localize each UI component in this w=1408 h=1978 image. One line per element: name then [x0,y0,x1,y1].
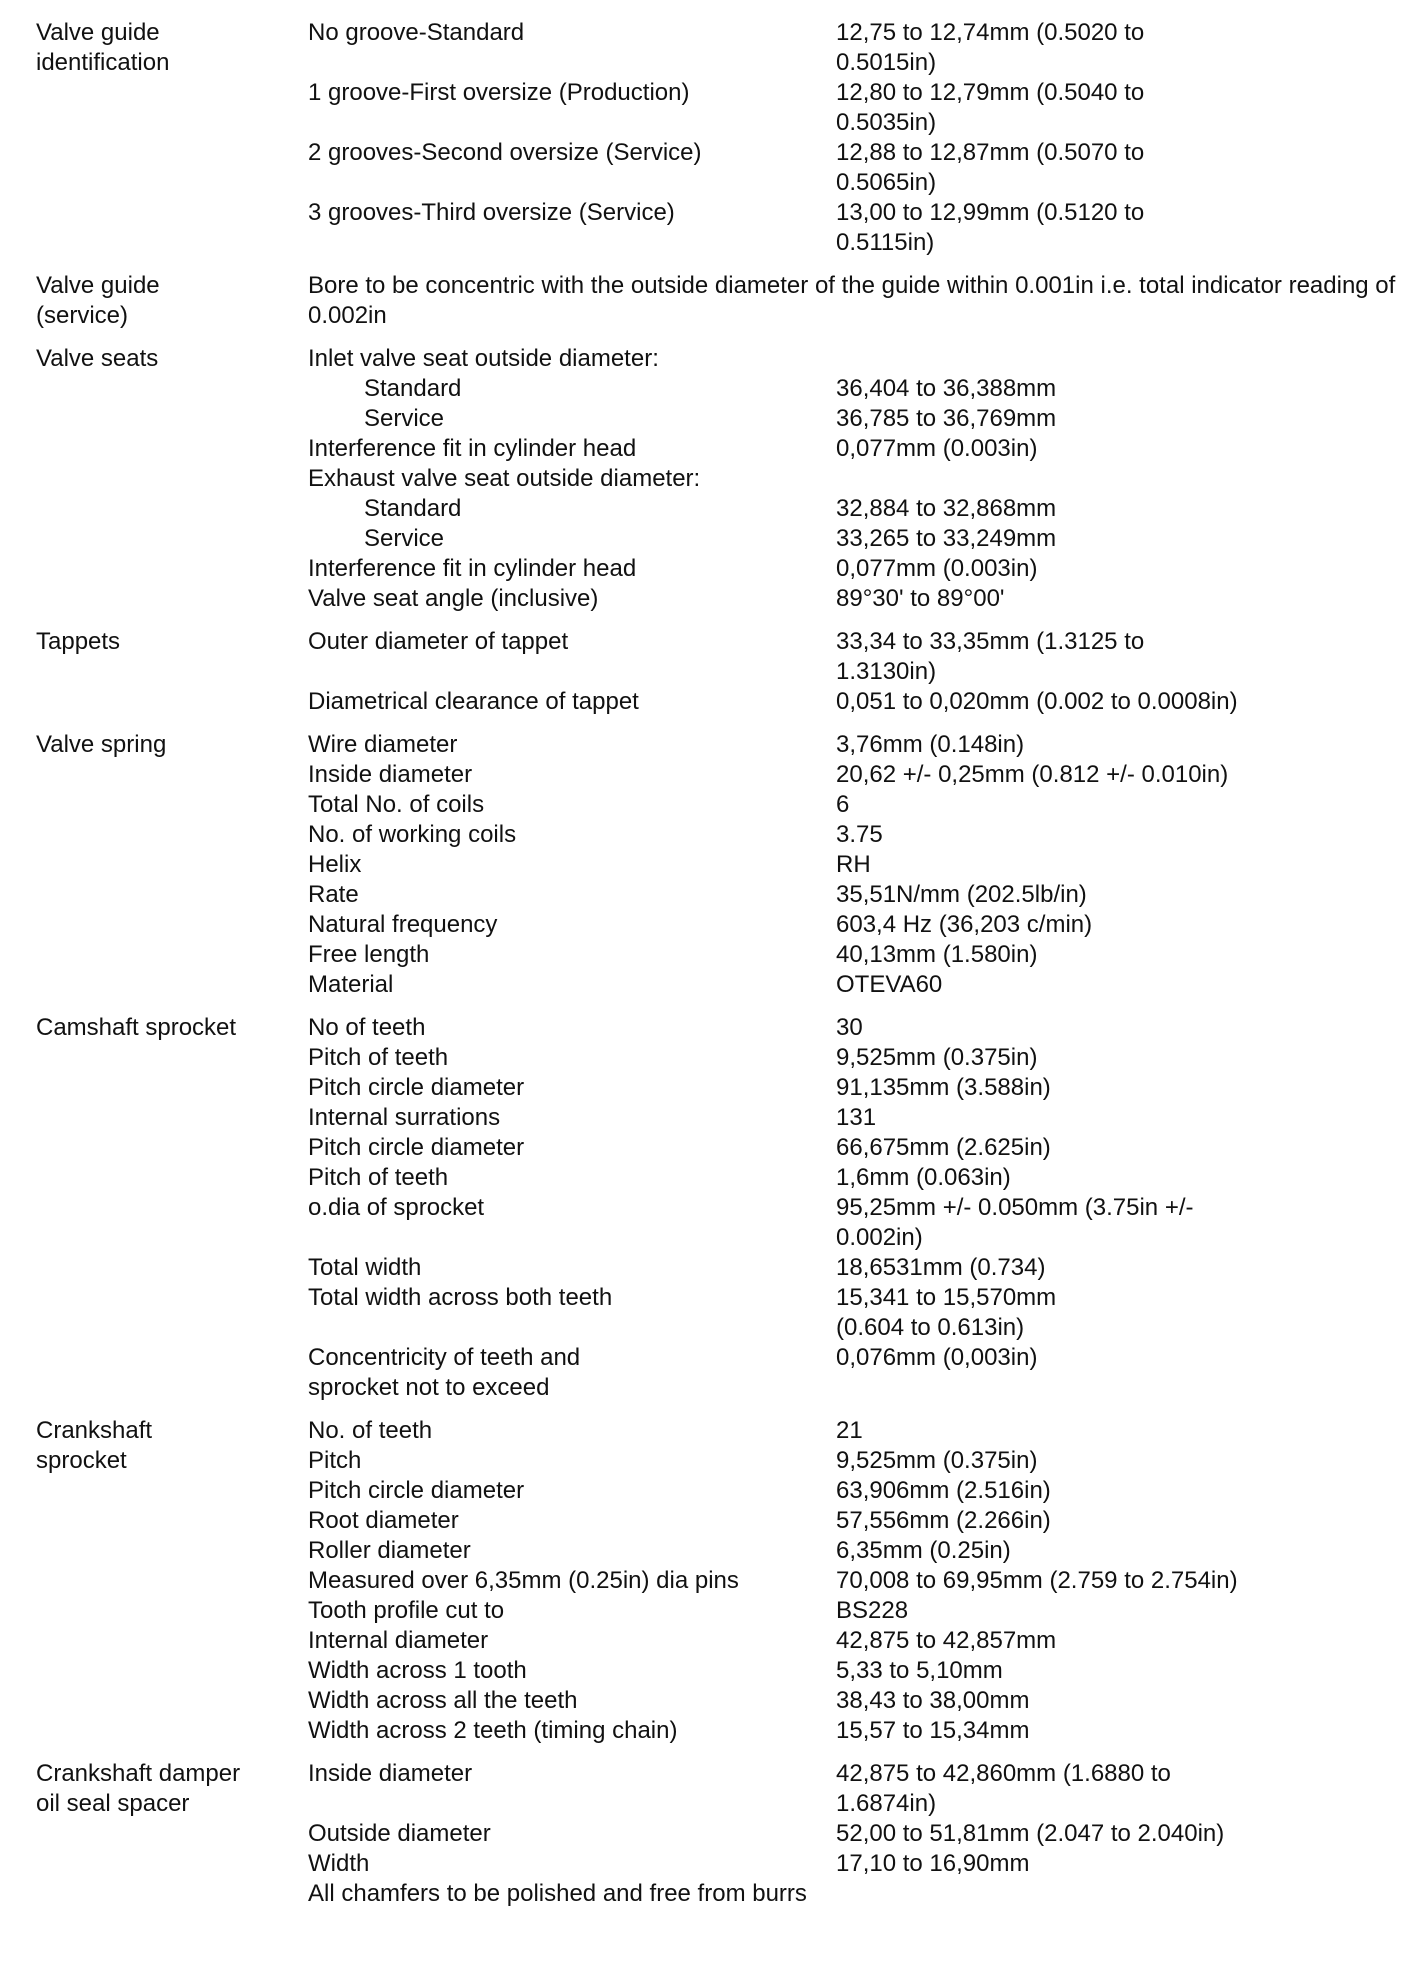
section-label: Tappets [36,628,121,655]
spec-value: 32,884 to 32,868mm [836,495,1057,522]
section-label: Valve guide identification [36,19,170,76]
spec-value: 15,341 to 15,570mm (0.604 to 0.613in) [836,1284,1057,1341]
spec-name: Root diameter [308,1507,459,1534]
spec-name: Pitch circle diameter [308,1134,525,1161]
spec-name: No of teeth [308,1014,426,1041]
spec-name: 3 grooves-Third oversize (Service) [308,199,675,226]
spec-value: 57,556mm (2.266in) [836,1507,1051,1534]
spec-value: 6 [836,791,850,818]
spec-name: Internal diameter [308,1627,489,1654]
spec-name: Inlet valve seat outside diameter: [308,345,659,372]
spec-value: 63,906mm (2.516in) [836,1477,1051,1504]
spec-value: 35,51N/mm (202.5lb/in) [836,881,1087,908]
spec-value: 70,008 to 69,95mm (2.759 to 2.754in) [836,1567,1238,1594]
spec-value: 33,34 to 33,35mm (1.3125 to 1.3130in) [836,628,1145,685]
spec-value: 15,57 to 15,34mm [836,1717,1030,1744]
spec-name: Tooth profile cut to [308,1597,505,1624]
spec-value: 42,875 to 42,860mm (1.6880 to 1.6874in) [836,1760,1171,1817]
spec-value: 3.75 [836,821,883,848]
spec-name: Diametrical clearance of tappet [308,688,639,715]
section-note: Bore to be concentric with the outside diameter of the guide within 0.001in i.e. total indicator reading of 0.002in [308,272,1396,329]
spec-name: Free length [308,941,430,968]
spec-name: Interference fit in cylinder head [308,555,637,582]
spec-name: Valve seat angle (inclusive) [308,585,599,612]
spec-name: Total width across both teeth [308,1284,613,1311]
spec-value: 36,404 to 36,388mm [836,375,1057,402]
spec-name: Pitch circle diameter [308,1074,525,1101]
spec-name: o.dia of sprocket [308,1194,485,1221]
section-label: Valve guide (service) [36,272,160,329]
spec-name: Outer diameter of tappet [308,628,569,655]
spec-value: 89°30' to 89°00' [836,585,1005,612]
spec-value: 5,33 to 5,10mm [836,1657,1003,1684]
spec-value: 20,62 +/- 0,25mm (0.812 +/- 0.010in) [836,761,1229,788]
spec-name: Width across all the teeth [308,1687,578,1714]
spec-value: 33,265 to 33,249mm [836,525,1057,552]
spec-value: 603,4 Hz (36,203 c/min) [836,911,1093,938]
spec-value: 12,88 to 12,87mm (0.5070 to 0.5065in) [836,139,1145,196]
spec-name: Service [364,525,445,552]
spec-value: OTEVA60 [836,971,943,998]
spec-value: 13,00 to 12,99mm (0.5120 to 0.5115in) [836,199,1145,256]
spec-name: Material [308,971,394,998]
spec-name: Helix [308,851,362,878]
spec-name: Measured over 6,35mm (0.25in) dia pins [308,1567,739,1594]
spec-name: No groove-Standard [308,19,525,46]
spec-name: Standard [364,495,462,522]
spec-value: 30 [836,1014,863,1041]
spec-name: Exhaust valve seat outside diameter: [308,465,701,492]
spec-name: Concentricity of teeth and sprocket not to exceed [308,1344,581,1401]
spec-name: Pitch of teeth [308,1044,449,1071]
spec-value: BS228 [836,1597,909,1624]
spec-name: Service [364,405,445,432]
spec-name: Outside diameter [308,1820,491,1847]
spec-name: 2 grooves-Second oversize (Service) [308,139,702,166]
spec-value: 52,00 to 51,81mm (2.047 to 2.040in) [836,1820,1225,1847]
spec-value: 9,525mm (0.375in) [836,1044,1038,1071]
spec-name: Width across 1 tooth [308,1657,527,1684]
spec-name: Natural frequency [308,911,498,938]
spec-name: No. of teeth [308,1417,433,1444]
spec-name: Width [308,1850,370,1877]
spec-value [836,344,1396,374]
spec-name: Interference fit in cylinder head [308,435,637,462]
spec-value: 91,135mm (3.588in) [836,1074,1051,1101]
spec-value: 38,43 to 38,00mm [836,1687,1030,1714]
spec-value: 0,077mm (0.003in) [836,555,1038,582]
spec-value: 6,35mm (0.25in) [836,1537,1011,1564]
spec-value: 9,525mm (0.375in) [836,1447,1038,1474]
spec-value: 66,675mm (2.625in) [836,1134,1051,1161]
spec-value: 0,077mm (0.003in) [836,435,1038,462]
spec-name: Total No. of coils [308,791,485,818]
spec-name: Wire diameter [308,731,458,758]
spec-name: Pitch circle diameter [308,1477,525,1504]
spec-name: 1 groove-First oversize (Production) [308,79,690,106]
spec-name: Standard [364,375,462,402]
spec-value: 0,076mm (0,003in) [836,1344,1038,1371]
section-label: Valve seats [36,345,159,372]
spec-value: 0,051 to 0,020mm (0.002 to 0.0008in) [836,688,1238,715]
spec-name: No. of working coils [308,821,517,848]
spec-name: Total width [308,1254,422,1281]
spec-value: RH [836,851,871,878]
spec-value: 1,6mm (0.063in) [836,1164,1011,1191]
spec-value: 131 [836,1104,877,1131]
section-label: Crankshaft sprocket [36,1417,153,1474]
spec-name: Width across 2 teeth (timing chain) [308,1717,678,1744]
spec-value [836,464,1396,494]
section-label: Camshaft sprocket [36,1014,237,1041]
specification-table [36,18,1396,1909]
spec-value: 12,80 to 12,79mm (0.5040 to 0.5035in) [836,79,1145,136]
spec-value: 40,13mm (1.580in) [836,941,1038,968]
spec-name: Internal surrations [308,1104,501,1131]
spec-value: 42,875 to 42,857mm [836,1627,1057,1654]
spec-name: Inside diameter [308,761,473,788]
spec-value: 3,76mm (0.148in) [836,731,1025,758]
spec-value: 95,25mm +/- 0.050mm (3.75in +/- 0.002in) [836,1194,1194,1251]
spec-name: Rate [308,881,359,908]
spec-name: Pitch [308,1447,362,1474]
section-label: Crankshaft damper oil seal spacer [36,1760,241,1817]
section-label: Valve spring [36,731,167,758]
spec-name: Pitch of teeth [308,1164,449,1191]
spec-value: 18,6531mm (0.734) [836,1254,1046,1281]
spec-value: 21 [836,1417,863,1444]
spec-value: 12,75 to 12,74mm (0.5020 to 0.5015in) [836,19,1145,76]
spec-name: Roller diameter [308,1537,471,1564]
spec-name: Inside diameter [308,1760,473,1787]
spec-value: 17,10 to 16,90mm [836,1850,1030,1877]
section-footnote: All chamfers to be polished and free from burrs [308,1880,807,1907]
spec-value: 36,785 to 36,769mm [836,405,1057,432]
